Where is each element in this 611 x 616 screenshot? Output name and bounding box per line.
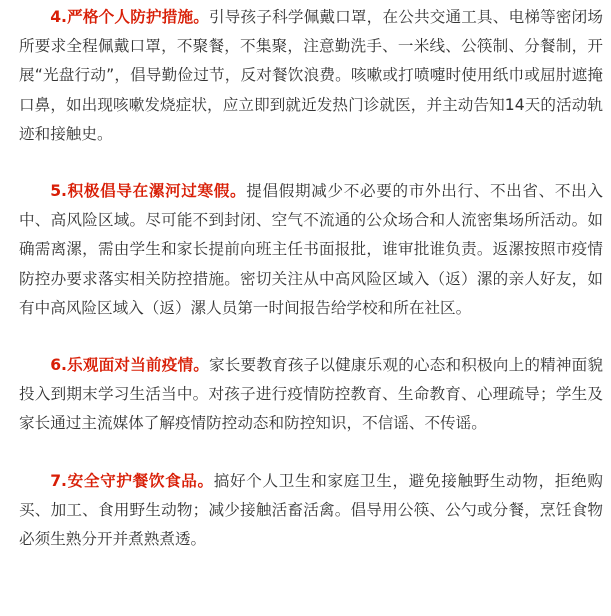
paragraph-7 <box>19 467 603 555</box>
paragraph-4 <box>19 3 603 149</box>
paragraph-6-text: 家长要教育孩子以健康乐观的心态和积极向上的精神面貌投入到期末学习生活当中。对孩子进行疫情防控教育、生命教育、心理疏导；学生及家长通过主流媒体了解疫情防控动态和防控知识，不信谣、不传谣。 <box>19 356 603 433</box>
paragraph-6-heading: 6.乐观面对当前疫情。 <box>50 356 210 375</box>
paragraph-7-heading: 7.安全守护餐饮食品。 <box>50 471 214 490</box>
paragraph-5-heading: 5.积极倡导在漯河过寒假。 <box>50 182 247 201</box>
paragraph-4-text: 引导孩子科学佩戴口罩，在公共交通工具、电梯等密闭场所要求全程佩戴口罩，不聚餐，不集聚，注意勤洗手、一米线、公筷制、分餐制，开展“光盘行动”，倡导勤俭过节，反对餐饮浪费。咳嗽或打喷嚏时使用纸巾或屈肘遮掩口鼻，如出现咳嗽发烧症状，应立即到就近发热门诊就医，并主动告知14天的活动轨迹和接触史。 <box>19 8 603 143</box>
article-body <box>19 3 603 582</box>
paragraph-7-text: 搞好个人卫生和家庭卫生，避免接触野生动物，拒绝购买、加工、食用野生动物；减少接触活畜活禽。倡导用公筷、公勺或分餐，烹饪食物必须生熟分开并煮熟煮透。 <box>19 471 603 549</box>
paragraph-5 <box>19 177 603 323</box>
paragraph-6 <box>19 351 603 439</box>
paragraph-5-text: 提倡假期减少不必要的市外出行、不出省、不出入中、高风险区域。尽可能不到封闭、空气不流通的公众场合和人流密集场所活动。如确需离漯，需由学生和家长提前向班主任书面报批，谁审批谁负责。返漯按照市疫情防控办要求落实相关防控措施。密切关注从中高风险区域入（返）漯的亲人好友，如有中高风险区域入（返）漯人员第一时间报告给学校和所在社区。 <box>19 182 603 317</box>
paragraph-4-heading: 4.严格个人防护措施。 <box>50 8 210 26</box>
